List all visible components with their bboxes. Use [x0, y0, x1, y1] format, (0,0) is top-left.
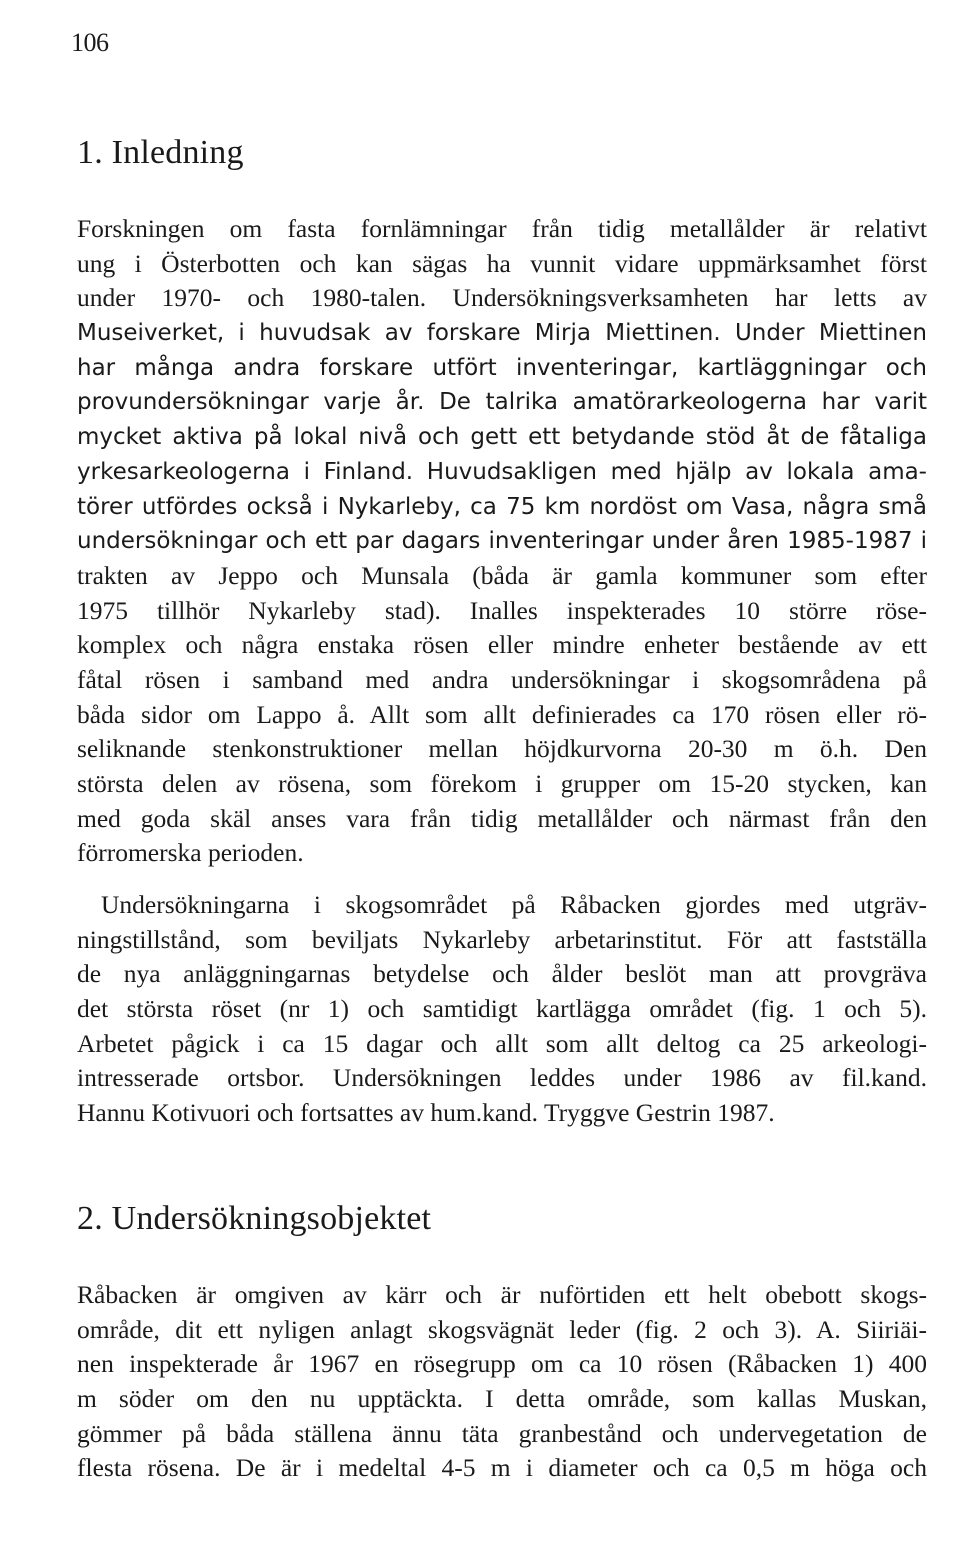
text-line: fåtal rösen i samband med andra undersökningar i skogsområdena på — [77, 664, 927, 694]
section-heading-inledning: 1. Inledning — [77, 134, 244, 171]
text-line: intresserade ortsbor. Undersökningen leddes under 1986 av fil.kand. — [77, 1063, 927, 1093]
text-line: Råbacken är omgiven av kärr och är nuförtiden ett helt obebott skogs- — [77, 1280, 927, 1309]
text-line: ningstillstånd, som beviljats Nykarleby arbetarinstitut. För att fastställa — [77, 924, 927, 954]
text-line: med goda skäl anses vara från tidig metallålder och närmast från den — [77, 803, 927, 833]
text-line: ung i Österbotten och kan sägas ha vunnit vidare uppmärksamhet först — [77, 248, 927, 278]
text-line: yrkesarkeologerna i Finland. Huvudsakligen med hjälp av lokala ama- — [77, 458, 927, 485]
text-line: gömmer på båda ställena ännu täta granbestånd och undervegetation de — [77, 1418, 927, 1448]
text-line: mycket aktiva på lokal nivå och gett ett betydande stöd åt de fåtaliga — [77, 424, 927, 451]
paragraph-inledning-2 — [77, 888, 927, 1131]
text-line: Forskningen om fasta fornlämningar från tidig metallålder är relativt — [77, 214, 927, 243]
text-line: under 1970- och 1980-talen. Undersökningsverksamheten har letts av — [77, 283, 927, 313]
page-number: 106 — [71, 28, 109, 57]
text-line: förromerska perioden. — [77, 838, 304, 868]
section-heading-undersokningsobjektet: 2. Undersökningsobjektet — [77, 1200, 432, 1237]
text-line: Museiverket, i huvudsak av forskare Mirja Miettinen. Under Miettinen — [77, 320, 927, 347]
text-line: trakten av Jeppo och Munsala (båda är gamla kommuner som efter — [77, 560, 927, 590]
text-line: undersökningar och ett par dagars inventeringar under åren 1985-1987 i — [77, 528, 927, 555]
text-line: flesta rösena. De är i medeltal 4-5 m i diameter och ca 0,5 m höga och — [77, 1453, 927, 1483]
text-line: båda sidor om Lappo å. Allt som allt definierades ca 170 rösen eller rö- — [77, 699, 927, 729]
text-line: Arbetet pågick i ca 15 dagar och allt som allt deltog ca 25 arkeologi- — [77, 1028, 927, 1058]
text-line: 1975 tillhör Nykarleby stad). Inalles inspekterades 10 större röse- — [77, 595, 927, 625]
text-line: Undersökningarna i skogsområdet på Råbacken gjordes med utgräv- — [101, 890, 927, 919]
paragraph-undersokningsobjektet-1 — [77, 1278, 927, 1486]
text-line: har många andra forskare utfört inventeringar, kartläggningar och — [77, 354, 927, 381]
text-line: de nya anläggningarnas betydelse och ålder beslöt man att provgräva — [77, 959, 927, 989]
text-line: största delen av rösena, som förekom i grupper om 15-20 stycken, kan — [77, 769, 927, 798]
text-line: Hannu Kotivuori och fortsattes av hum.kand. Tryggve Gestrin 1987. — [77, 1098, 775, 1128]
text-line: det största röset (nr 1) och samtidigt kartlägga området (fig. 1 och 5). — [77, 994, 927, 1024]
text-line: område, dit ett nyligen anlagt skogsvägnät leder (fig. 2 och 3). A. Siiriäi- — [77, 1314, 927, 1344]
text-line: seliknande stenkonstruktioner mellan höjdkurvorna 20-30 m ö.h. Den — [77, 734, 927, 764]
text-line: komplex och några enstaka rösen eller mindre enheter bestående av ett — [77, 630, 927, 660]
text-line: provundersökningar varje år. De talrika amatörarkeologerna har varit — [77, 389, 927, 416]
text-line: nen inspekterade år 1967 en rösegrupp om ca 10 rösen (Råbacken 1) 400 — [77, 1349, 927, 1379]
text-line: törer utfördes också i Nykarleby, ca 75 km nordöst om Vasa, några små — [77, 493, 927, 520]
paragraph-inledning-1 — [77, 212, 927, 871]
text-line: m söder om den nu upptäckta. I detta område, som kallas Muskan, — [77, 1384, 927, 1414]
